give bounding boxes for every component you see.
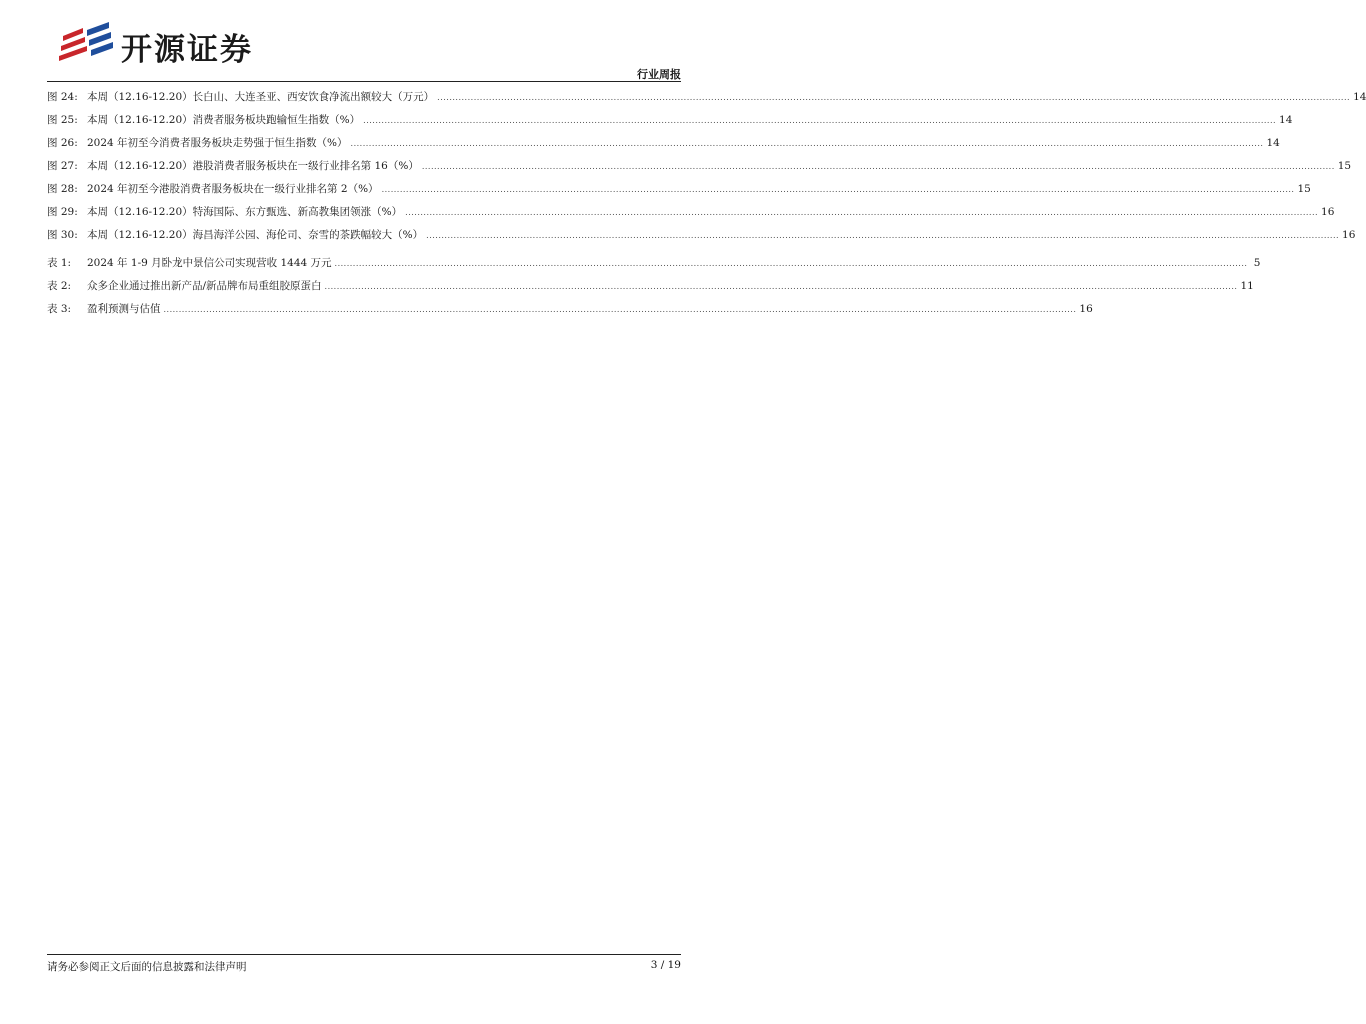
toc-entry-number: 图 26: [47, 137, 78, 149]
toc-entry-page: 16 [1079, 302, 1093, 315]
toc-entry[interactable] [47, 85, 1366, 108]
toc-entry-page: 14 [1279, 113, 1293, 126]
footer-divider [47, 954, 681, 955]
company-logo [57, 20, 287, 66]
toc-entry-number: 图 27: [47, 160, 78, 172]
toc-entry-title: 本周（12.16-12.20）特海国际、东方甄选、新高教集团领涨（%） [87, 206, 403, 218]
toc-entry-number: 图 29: [47, 206, 78, 218]
toc-entry-page: 14 [1353, 90, 1366, 103]
toc-entry-number: 图 30: [47, 229, 78, 241]
toc-dot-leader: ............................................................................................................................................................................................................................................................................................................ [363, 116, 1277, 125]
toc-dot-leader: ............................................................................................................................................................................................................................................................................................................ [163, 305, 1077, 314]
toc-entry-page: 15 [1297, 182, 1311, 195]
toc-dot-leader: ............................................................................................................................................................................................................................................................................................................ [324, 282, 1238, 291]
toc-dot-leader: ............................................................................................................................................................................................................................................................................................................ [350, 139, 1264, 148]
toc-entry-number: 表 2: [47, 280, 72, 292]
toc-entry-title: 2024 年 1-9 月卧龙中景信公司实现营收 1444 万元 [87, 257, 332, 269]
toc-entry-title: 本周（12.16-12.20）消费者服务板块跑输恒生指数（%） [87, 114, 361, 126]
toc-entry-number: 图 24: [47, 91, 78, 103]
toc-entry[interactable] [47, 108, 1293, 131]
toc-entry[interactable] [47, 223, 1356, 246]
toc-entry-number: 图 25: [47, 114, 78, 126]
toc-entry[interactable] [47, 131, 1280, 154]
disclaimer-text: 请务必参阅正文后面的信息披露和法律声明 [47, 961, 247, 973]
toc-entry-title: 本周（12.16-12.20）港股消费者服务板块在一级行业排名第 16（%） [87, 160, 419, 172]
toc-dot-leader: ............................................................................................................................................................................................................................................................................................................ [421, 162, 1335, 171]
toc-entry-page: 11 [1240, 279, 1254, 292]
toc-entry-page: 14 [1266, 136, 1280, 149]
table-list [47, 251, 1261, 320]
toc-entry-page: 15 [1337, 159, 1352, 172]
toc-entry-title: 盈利预测与估值 [87, 303, 161, 315]
toc-entry-title: 本周（12.16-12.20）长白山、大连圣亚、西安饮食净流出额较大（万元） [87, 91, 435, 103]
header-divider [47, 81, 681, 82]
toc-entry-number: 表 3: [47, 303, 72, 315]
toc-entry-title: 本周（12.16-12.20）海昌海洋公园、海伦司、奈雪的茶跌幅较大（%） [87, 229, 424, 241]
toc-entry[interactable] [47, 154, 1352, 177]
toc-dot-leader: ............................................................................................................................................................................................................................................................................................................ [405, 208, 1319, 217]
toc-entry-title: 2024 年初至今港股消费者服务板块在一级行业排名第 2（%） [87, 183, 379, 195]
toc-entry[interactable] [47, 177, 1311, 200]
toc-entry-page: 16 [1342, 228, 1356, 241]
toc-dot-leader: ............................................................................................................................................................................................................................................................................................................ [426, 231, 1340, 240]
toc-entry[interactable] [47, 274, 1254, 297]
page-header [47, 18, 681, 82]
toc-entry-title: 众多企业通过推出新产品/新品牌布局重组胶原蛋白 [87, 280, 322, 292]
kaiyuan-logo-icon [57, 20, 117, 66]
toc-entry-title: 2024 年初至今消费者服务板块走势强于恒生指数（%） [87, 137, 348, 149]
toc-entry[interactable] [47, 297, 1093, 320]
report-type-label: 行业周报 [637, 68, 681, 81]
toc-entry[interactable] [47, 251, 1261, 274]
figure-list [47, 85, 1366, 246]
toc-entry-page: 16 [1321, 205, 1335, 218]
toc-entry-page: 5 [1253, 256, 1261, 269]
toc-entry[interactable] [47, 200, 1335, 223]
toc-dot-leader: ............................................................................................................................................................................................................................................................................................................ [437, 93, 1351, 102]
toc-entry-number: 图 28: [47, 183, 78, 195]
toc-entry-number: 表 1: [47, 257, 72, 269]
page-indicator: 3 / 19 [650, 959, 681, 971]
toc-dot-leader: ............................................................................................................................................................................................................................................................................................................ [334, 259, 1248, 268]
brand-name: 开源证券 [121, 32, 253, 68]
toc-dot-leader: ............................................................................................................................................................................................................................................................................................................ [381, 185, 1295, 194]
